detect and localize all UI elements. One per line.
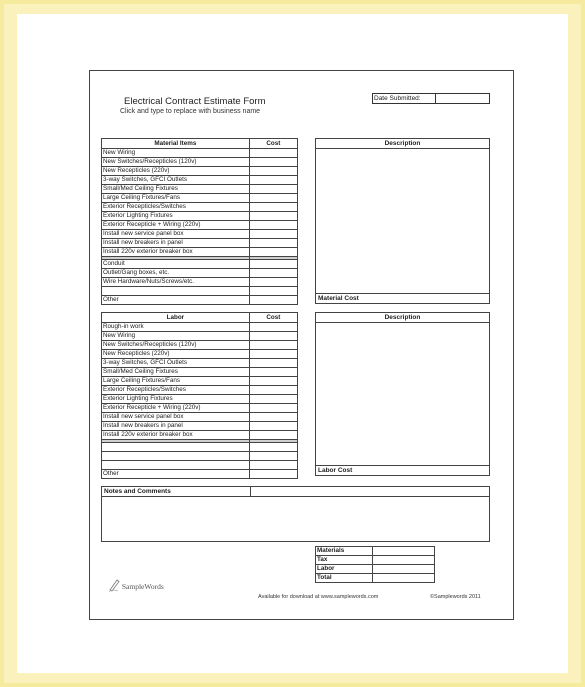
labor-cost-header: Cost	[249, 313, 297, 323]
item-label: Install new service panel box	[102, 230, 250, 239]
cost-cell[interactable]	[249, 176, 297, 185]
cost-cell[interactable]	[249, 221, 297, 230]
table-row	[102, 395, 298, 404]
table-row	[102, 221, 298, 230]
item-label: Conduit	[102, 260, 250, 269]
total-value-cell[interactable]	[373, 565, 435, 574]
table-row	[102, 167, 298, 176]
table-row	[102, 296, 298, 305]
item-label	[102, 287, 250, 296]
material-items-header: Material Items	[102, 139, 250, 149]
cost-cell[interactable]	[249, 230, 297, 239]
cost-cell[interactable]	[249, 461, 297, 470]
cost-cell[interactable]	[249, 422, 297, 431]
item-label: Large Ceiling Fixtures/Fans	[102, 194, 250, 203]
item-label: Materials	[316, 547, 373, 556]
table-row	[102, 149, 298, 158]
cost-cell[interactable]	[249, 269, 297, 278]
cost-cell[interactable]	[249, 212, 297, 221]
notes-tab-line	[249, 496, 489, 497]
cost-cell[interactable]	[249, 395, 297, 404]
table-row	[102, 239, 298, 248]
item-label: Tax	[316, 556, 373, 565]
cost-cell[interactable]	[249, 278, 297, 287]
copyright-notice: ©Samplewords 2011	[430, 594, 481, 600]
item-label: 3-way Switches, GFCI Outlets	[102, 176, 250, 185]
table-row	[102, 470, 298, 479]
cost-cell[interactable]	[249, 149, 297, 158]
table-row	[102, 194, 298, 203]
table-row	[102, 404, 298, 413]
cost-cell[interactable]	[249, 287, 297, 296]
cost-cell[interactable]	[249, 377, 297, 386]
cost-cell[interactable]	[249, 413, 297, 422]
item-label: Exterior Recepticles/Switches	[102, 203, 250, 212]
table-row	[102, 413, 298, 422]
table-row	[102, 431, 298, 440]
material-cost-header: Cost	[249, 139, 297, 149]
item-label: Other	[102, 470, 250, 479]
item-label: Install 220v exterior breaker box	[102, 248, 250, 257]
cost-cell[interactable]	[249, 386, 297, 395]
item-label: Exterior Recepticle + Wiring (220v)	[102, 404, 250, 413]
item-label: Exterior Lighting Fixtures	[102, 212, 250, 221]
material-description-header: Description	[316, 139, 489, 149]
table-row	[102, 359, 298, 368]
table-row	[102, 230, 298, 239]
item-label: Large Ceiling Fixtures/Fans	[102, 377, 250, 386]
cost-cell[interactable]	[249, 341, 297, 350]
item-label: Small/Med Ceiling Fixtures	[102, 185, 250, 194]
date-submitted-label: Date Submitted:	[374, 95, 421, 102]
table-row	[102, 461, 298, 470]
table-row	[102, 269, 298, 278]
table-row	[102, 176, 298, 185]
table-row	[102, 368, 298, 377]
cost-cell[interactable]	[249, 332, 297, 341]
cost-cell[interactable]	[249, 248, 297, 257]
table-row	[102, 350, 298, 359]
item-label: New Recepticles (220v)	[102, 167, 250, 176]
cost-cell[interactable]	[249, 404, 297, 413]
cost-cell[interactable]	[249, 296, 297, 305]
item-label	[102, 461, 250, 470]
material-items-table	[101, 138, 298, 305]
material-description-box[interactable]	[315, 138, 490, 304]
item-label: New Recepticles (220v)	[102, 350, 250, 359]
item-label	[102, 452, 250, 461]
date-submitted-field[interactable]	[372, 93, 490, 104]
item-label: 3-way Switches, GFCI Outlets	[102, 359, 250, 368]
item-label: Wire Hardware/Nuts/Screws/etc.	[102, 278, 250, 287]
date-divider	[435, 94, 436, 103]
cost-cell[interactable]	[249, 167, 297, 176]
total-value-cell[interactable]	[373, 574, 435, 583]
cost-cell[interactable]	[249, 323, 297, 332]
table-row	[102, 260, 298, 269]
form-title: Electrical Contract Estimate Form	[124, 96, 266, 107]
table-row	[102, 422, 298, 431]
table-row	[102, 212, 298, 221]
item-label: Outlet/Gang boxes, etc.	[102, 269, 250, 278]
table-row	[102, 443, 298, 452]
download-notice: Available for download at www.samplewords.com	[258, 594, 379, 600]
pen-icon	[108, 578, 120, 592]
labor-description-box[interactable]	[315, 312, 490, 476]
cost-cell[interactable]	[249, 359, 297, 368]
table-row	[102, 287, 298, 296]
notes-box[interactable]	[101, 486, 490, 542]
logo-text: SampleWords	[121, 582, 164, 591]
item-label: Install new service panel box	[102, 413, 250, 422]
table-row	[102, 278, 298, 287]
item-label	[102, 443, 250, 452]
cost-cell[interactable]	[249, 431, 297, 440]
cost-cell[interactable]	[249, 203, 297, 212]
table-row	[316, 547, 435, 556]
table-row	[102, 323, 298, 332]
table-row	[102, 377, 298, 386]
total-value-cell[interactable]	[373, 547, 435, 556]
table-row	[316, 574, 435, 583]
item-label: Install new breakers in panel	[102, 422, 250, 431]
cost-cell[interactable]	[249, 350, 297, 359]
table-row	[102, 203, 298, 212]
cost-cell[interactable]	[249, 443, 297, 452]
item-label: Install 220v exterior breaker box	[102, 431, 250, 440]
labor-cost-label: Labor Cost	[316, 465, 489, 475]
table-row	[102, 158, 298, 167]
item-label: Rough-in work	[102, 323, 250, 332]
cost-cell[interactable]	[249, 158, 297, 167]
table-row	[102, 332, 298, 341]
labor-table	[101, 312, 298, 479]
item-label: Exterior Recepticles/Switches	[102, 386, 250, 395]
item-label: Exterior Recepticle + Wiring (220v)	[102, 221, 250, 230]
cost-cell[interactable]	[249, 260, 297, 269]
table-row	[102, 341, 298, 350]
cost-cell[interactable]	[249, 239, 297, 248]
item-label: New Switches/Recepticles (120v)	[102, 341, 250, 350]
table-row	[316, 556, 435, 565]
item-label: New Wiring	[102, 149, 250, 158]
item-label: Install new breakers in panel	[102, 239, 250, 248]
table-row	[102, 452, 298, 461]
cost-cell[interactable]	[249, 185, 297, 194]
item-label: New Wiring	[102, 332, 250, 341]
labor-header: Labor	[102, 313, 250, 323]
table-row	[102, 386, 298, 395]
table-row	[102, 248, 298, 257]
totals-table	[315, 546, 435, 583]
cost-cell[interactable]	[249, 470, 297, 479]
samplewords-logo	[108, 578, 164, 592]
business-name-placeholder[interactable]: Click and type to replace with business name	[120, 108, 261, 115]
item-label: Other	[102, 296, 250, 305]
cost-cell[interactable]	[249, 194, 297, 203]
cost-cell[interactable]	[249, 368, 297, 377]
cost-cell[interactable]	[249, 452, 297, 461]
item-label: Labor	[316, 565, 373, 574]
notes-label: Notes and Comments	[102, 487, 251, 497]
total-value-cell[interactable]	[373, 556, 435, 565]
item-label: Small/Med Ceiling Fixtures	[102, 368, 250, 377]
material-cost-label: Material Cost	[316, 293, 489, 303]
table-row	[102, 185, 298, 194]
labor-description-header: Description	[316, 313, 489, 323]
item-label: New Switches/Recepticles (120v)	[102, 158, 250, 167]
table-row	[316, 565, 435, 574]
item-label: Total	[316, 574, 373, 583]
item-label: Exterior Lighting Fixtures	[102, 395, 250, 404]
